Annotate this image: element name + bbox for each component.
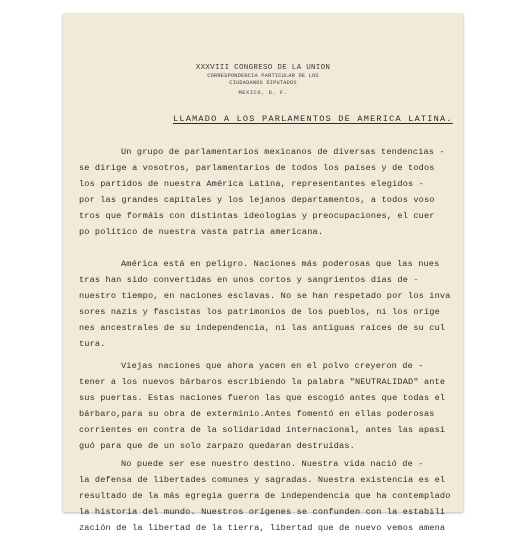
- letterhead-location: MEXICO, D. F.: [238, 90, 288, 96]
- body-line: la historia del mundo. Nuestros orígenes se confunden con la estabili: [79, 507, 446, 517]
- letterhead: [63, 64, 463, 97]
- body-line: América está en peligro. Naciones más poderosas que las nues: [121, 259, 440, 269]
- body-line: por las grandes capitales y los lejanos departamentos, a todos voso: [79, 195, 435, 205]
- body-line: Viejas naciones que ahora yacen en el polvo creyeron de -: [121, 361, 424, 371]
- body-line: tros que formáis con distintas ideologías y preocupaciones, el cuer: [79, 211, 435, 221]
- letterhead-subtitle-1: CORRESPONDENCIA PARTICULAR DE LOS: [207, 73, 319, 79]
- body-line: la defensa de libertades comunes y sagradas. Nuestra existencia es el: [79, 475, 446, 485]
- body-line: se dirige a vosotros, parlamentarios de todos los países y de todos: [79, 163, 435, 173]
- body-line: guó para que de un solo zarpazo quedaran destruídas.: [79, 441, 355, 451]
- body-line: resultado de la más egregia guerra de independencia que ha contemplado: [79, 491, 451, 501]
- body-line: nes ancestrales de su independencia, ni las antiguas raíces de su cul: [79, 323, 446, 333]
- body-line: zación de la libertad de la tierra, libertad que de nuevo vemos amena: [79, 523, 446, 533]
- letterhead-title: XXXVIII CONGRESO DE LA UNION: [195, 64, 331, 72]
- body-line: bárbaro,para su obra de exterminio.Antes fomentó en ellas poderosas: [79, 409, 435, 419]
- body-line: tener a los nuevos bárbaros escribiendo la palabra "NEUTRALIDAD" ante: [79, 377, 446, 387]
- body-line: nuestro tiempo, en naciones esclavas. No se han respetado por los inva: [79, 291, 451, 301]
- body-line: Un grupo de parlamentarios mexicanos de diversas tendencias -: [121, 147, 445, 157]
- body-line: po político de nuestra vasta patria americana.: [79, 227, 324, 237]
- body-line: tras han sido convertidas en unos cortos y sangrientos días de -: [79, 275, 419, 285]
- body-line: sus puertas. Estas naciones fueron las que escogió antes que todas el: [79, 393, 446, 403]
- body-line: No puede ser ese nuestro destino. Nuestra vida nació de -: [121, 459, 424, 469]
- body-line: los partidos de nuestra América Latina, representantes elegidos -: [79, 179, 424, 189]
- body-line: sores nazis y fascistas los patrimonios de los pueblos, ni los oríge: [79, 307, 440, 317]
- document-heading: LLAMADO A LOS PARLAMENTOS DE AMERICA LATINA.: [173, 114, 453, 124]
- body-line: corrientes en contra de la solidaridad internacional, antes las apasi: [79, 425, 446, 435]
- letterhead-subtitle-2: CIUDADANOS DIPUTADOS: [229, 80, 297, 86]
- body-line: tura.: [79, 339, 106, 349]
- document-page: [63, 14, 463, 533]
